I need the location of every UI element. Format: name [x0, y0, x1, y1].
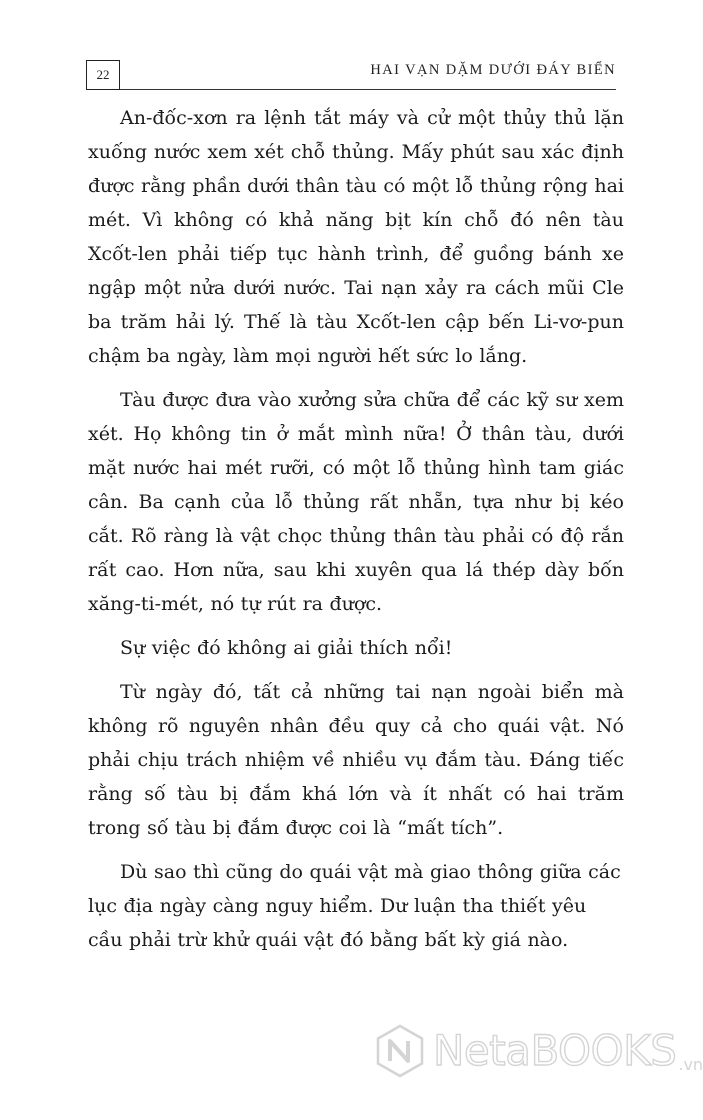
watermark-domain-suffix: .vn — [678, 1055, 703, 1074]
paragraph-5: Dù sao thì cũng do quái vật mà giao thông giữa các lục địa ngày càng nguy hiểm. Dư luận tha thiết yêu cầu phải trừ khử quái vật đó bằng bất kỳ giá nào. — [88, 861, 621, 951]
paragraph-4: Từ ngày đó, tất cả những tai nạn ngoài biển mà không rõ nguyên nhân đều quy cả cho quái vật. Nó phải chịu trách nhiệm về nhiều vụ đắm tàu. Đáng tiếc rằng số tàu bị đắm khá lớn và ít nhất có hai trăm trong số tàu bị đắm được coi là “mất tích”. — [88, 681, 624, 839]
header-divider — [120, 89, 616, 90]
watermark-brand-text: NetaBOOKS — [433, 1026, 677, 1075]
page-number: 22 — [86, 60, 120, 90]
netabooks-watermark — [373, 1024, 703, 1078]
paragraph-3: Sự việc đó không ai giải thích nổi! — [120, 637, 453, 659]
paragraph-1: An-đốc-xơn ra lệnh tắt máy và cử một thủy thủ lặn xuống nước xem xét chỗ thủng. Mấy phút sau xác định được rằng phần dưới thân tàu có một lỗ thủng rộng hai mét. Vì không có khả năng bịt kín chỗ đó nên tàu Xcốt-len phải tiếp tục hành trình, để guồng bánh xe ngập một nửa dưới nước. Tai nạn xảy ra cách mũi Cle ba trăm hải lý. Thế là tàu Xcốt-len cập bến Li-vơ-pun chậm ba ngày, làm mọi người hết sức lo lắng. — [88, 107, 624, 367]
running-header-title: HAI VẠN DẶM DƯỚI ĐÁY BIỂN — [370, 62, 616, 78]
book-body-text — [88, 101, 624, 967]
netabooks-logo-icon — [373, 1024, 427, 1078]
paragraph-2: Tàu được đưa vào xưởng sửa chữa để các kỹ sư xem xét. Họ không tin ở mắt mình nữa! Ở thân tàu, dưới mặt nước hai mét rưỡi, có một lỗ thủng hình tam giác cân. Ba cạnh của lỗ thủng rất nhẵn, tựa như bị kéo cắt. Rõ ràng là vật chọc thủng thân tàu phải có độ rắn rất cao. Hơn nữa, sau khi xuyên qua lá thép dày bốn xăng-ti-mét, nó tự rút ra được. — [88, 389, 624, 615]
